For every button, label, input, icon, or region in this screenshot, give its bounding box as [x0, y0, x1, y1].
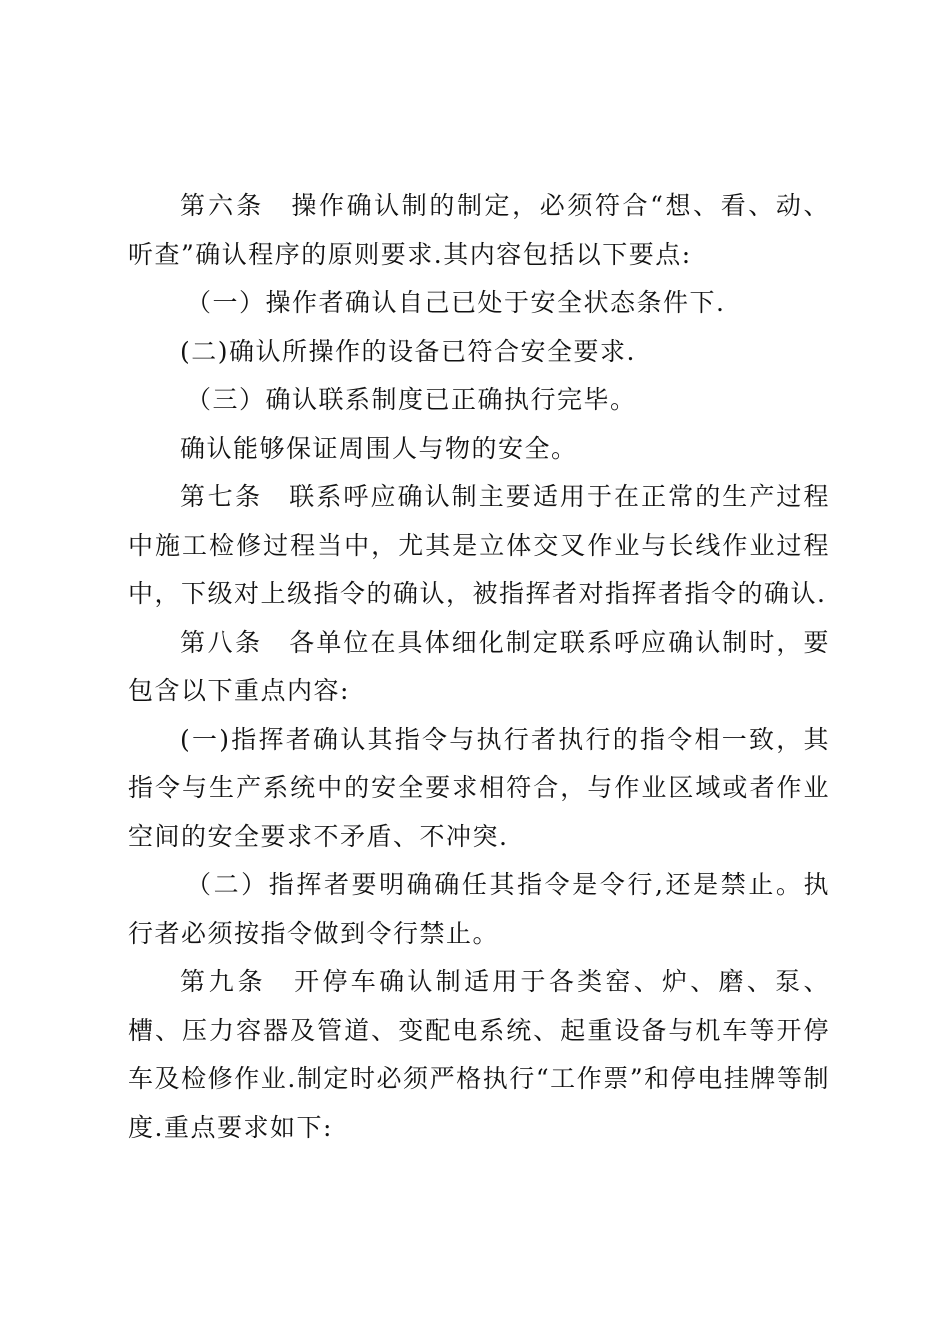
article-6-label: 第六条: [180, 191, 265, 220]
article-6-text: 操作确认制的制定，必须符合“想、看、动、听查”确认程序的原则要求.其内容包括以下要点:: [128, 191, 830, 269]
article-6-item-2: (二)确认所操作的设备已符合安全要求.: [180, 336, 636, 366]
article-8-item-2: （二）指挥者要明确确任其指令是令行,还是禁止。执行者必须按指令做到令行禁止。: [128, 870, 830, 948]
article-7-text: 联系呼应确认制主要适用于在正常的生产过程中施工检修过程当中，尤其是立体交叉作业与长线作业过程中，下级对上级指令的确认，被指挥者对指挥者指令的确认.: [128, 482, 830, 608]
article-7-paragraph: [128, 473, 830, 619]
article-6-item-3: （三）确认联系制度已正确执行完毕。: [186, 385, 637, 414]
article-9-paragraph: [128, 958, 830, 1152]
article-8-label: 第八条: [180, 627, 263, 657]
article-6-item-1: （一）操作者确认自己已处于安全状态条件下.: [186, 288, 726, 317]
article-6-item-4: 确认能够保证周围人与物的安全。: [180, 433, 578, 463]
article-8-paragraph: [128, 619, 830, 716]
article-8-item-1: (一)指挥者确认其指令与执行者执行的指令相一致，其指令与生产系统中的安全要求相符合，与作业区域或者作业空间的安全要求不矛盾、不冲突.: [128, 724, 830, 851]
article-6-paragraph: [128, 182, 830, 279]
document-body: [128, 182, 830, 1152]
article-9-label: 第九条: [180, 967, 267, 996]
article-9-text: 开停车确认制适用于各类窑、炉、磨、泵、槽、压力容器及管道、变配电系统、起重设备与机车等开停车及检修作业.制定时必须严格执行“工作票”和停电挂牌等制度.重点要求如下:: [128, 967, 830, 1142]
article-7-label: 第七条: [180, 482, 263, 511]
article-8-text: 各单位在具体细化制定联系呼应确认制时，要包含以下重点内容:: [128, 627, 830, 705]
